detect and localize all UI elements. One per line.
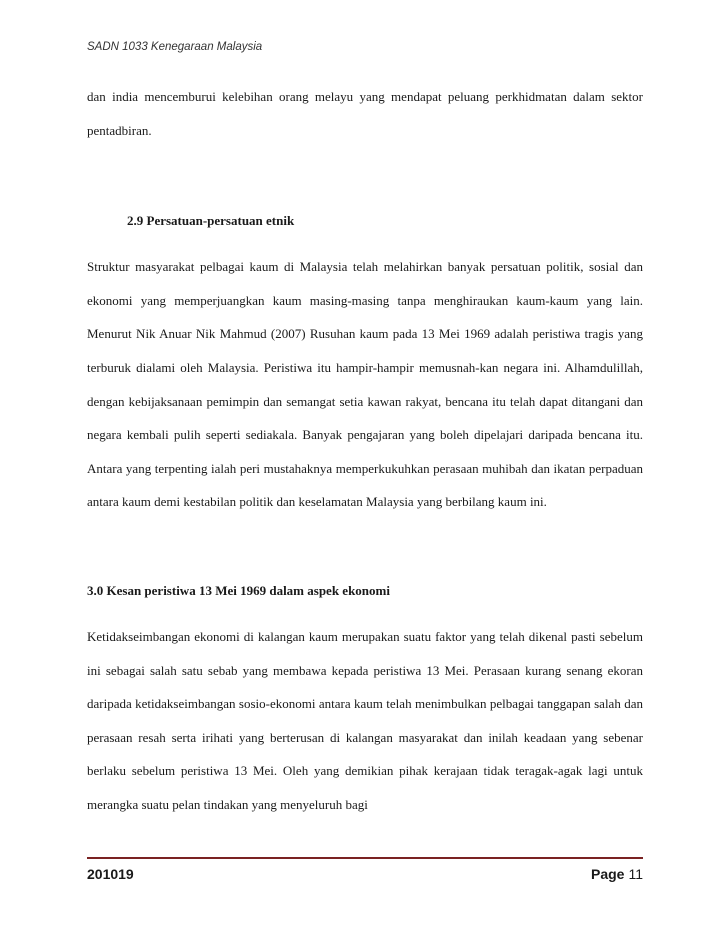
paragraph-3-0: Ketidakseimbangan ekonomi di kalangan kaum merupakan suatu faktor yang telah dikenal pasti sebelum ini sebagai salah satu sebab yang membawa kepada peristiwa 13 Mei. Perasaan kurang senang ekoran daripada ketidakseimbangan sosio-ekonomi antara kaum telah menimbulkan pelbagai tanggapan salah dan perasaan resah serta irihati yang berterusan di kalangan masyarakat dan inilah keadaan yang sebenar berlaku sebelum peristiwa 13 Mei. Oleh yang demikian pihak kerajaan tidak teragak-agak lagi untuk merangka suatu pelan tindakan yang menyeluruh bagi [87, 628, 643, 812]
page-label: Page [590, 866, 625, 882]
page-body [87, 80, 643, 822]
footer-student-id: 201019 [87, 866, 134, 882]
paragraph-2-9: Struktur masyarakat pelbagai kaum di Malaysia telah melahirkan banyak persatuan politik, sosial dan ekonomi yang memperjuangkan kaum masing-masing tanpa menghiraukan kaum-kaum yang lain. Menurut Nik Anuar Nik Mahmud (2007) Rusuhan kaum pada 13 Mei 1969 adalah peristiwa tragis yang terburuk dialami oleh Malaysia. Peristiwa itu hampir-hampir memusnah-kan negara ini. Alhamdulillah, dengan kebijaksanaan pemimpin dan semangat setia kawan rakyat, bencana itu telah dapat ditangani dan negara kembali pulih seperti sediakala. Banyak pengajaran yang boleh dipelajari daripada bencana itu. Antara yang terpenting ialah peri mustahaknya memperkukuhkan perasaan muhibah dan ikatan perpaduan antara kaum demi kestabilan politik dan keselamatan Malaysia yang berbilang kaum ini. [87, 259, 643, 510]
section-heading-3-0: 3.0 Kesan peristiwa 13 Mei 1969 dalam aspek ekonomi [87, 582, 390, 598]
section-heading-2-9: 2.9 Persatuan-persatuan etnik [127, 213, 295, 229]
footer-page-indicator [591, 866, 643, 882]
running-header: SADN 1033 Kenegaraan Malaysia [87, 41, 263, 53]
paragraph-intro: dan india mencemburui kelebihan orang melayu yang mendapat peluang perkhidmatan dalam sektor pentadbiran. [87, 89, 643, 138]
page-number: 11 [628, 866, 643, 882]
footer-divider [87, 857, 643, 859]
